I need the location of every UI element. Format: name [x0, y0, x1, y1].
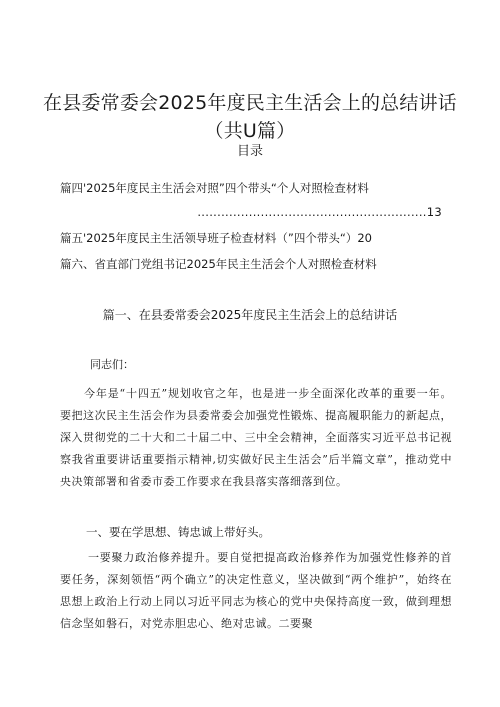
document-title: 在县委常委会2025年度民主生活会上的总结讲话: [43, 92, 457, 114]
toc-entry: 篇五'2025年度民主生活领导班子检查材料（”四个带头“）20: [60, 231, 372, 245]
toc-entry: 篇四'2025年度民主生活会对照”四个带头“个人对照检查材料: [60, 181, 369, 195]
body-paragraph: 一要聚力政治修养提升。要自觉把提高政治修养作为加强党性修养的首要任务，深刻领悟“两个确立”的决定性意义，坚决做到“两个维护”，始终在思想上政治上行动上同以习近平同志为核心的党中央保持高度一致，做到理想信念坚如磐石，对党赤胆忠心、绝对忠诚。二要聚: [60, 551, 452, 630]
body-paragraph: 今年是“十四五”规划收官之年，也是进一步全面深化改革的重要一年。要把这次民主生活会作为县委常委会加强党性锻炼、提高履职能力的新起点，深入贯彻党的二十大和二十届二中、三中全会精神，全面落实习近平总书记视察我省重要讲话重要指示精神,切实做好民主生活会”后半篇文章”，推动党中央决策部署和省委市委工作要求在我县落实落细落到位。: [60, 387, 452, 488]
toc-entry: 篇六、省直部门党组书记2025年民主生活会个人对照检查材料: [60, 257, 377, 271]
section-heading: 一、要在学思想、铸忠诚上带好头。: [86, 525, 270, 539]
salutation: 同志们：: [90, 358, 134, 371]
section-title: 篇一、在县委常委会2025年度民主生活会上的总结讲话: [102, 308, 398, 322]
toc-entry-leader: ..........................................................13: [197, 205, 442, 219]
toc-heading: 目录: [236, 144, 263, 159]
document-subtitle: （共U篇）: [204, 120, 296, 142]
